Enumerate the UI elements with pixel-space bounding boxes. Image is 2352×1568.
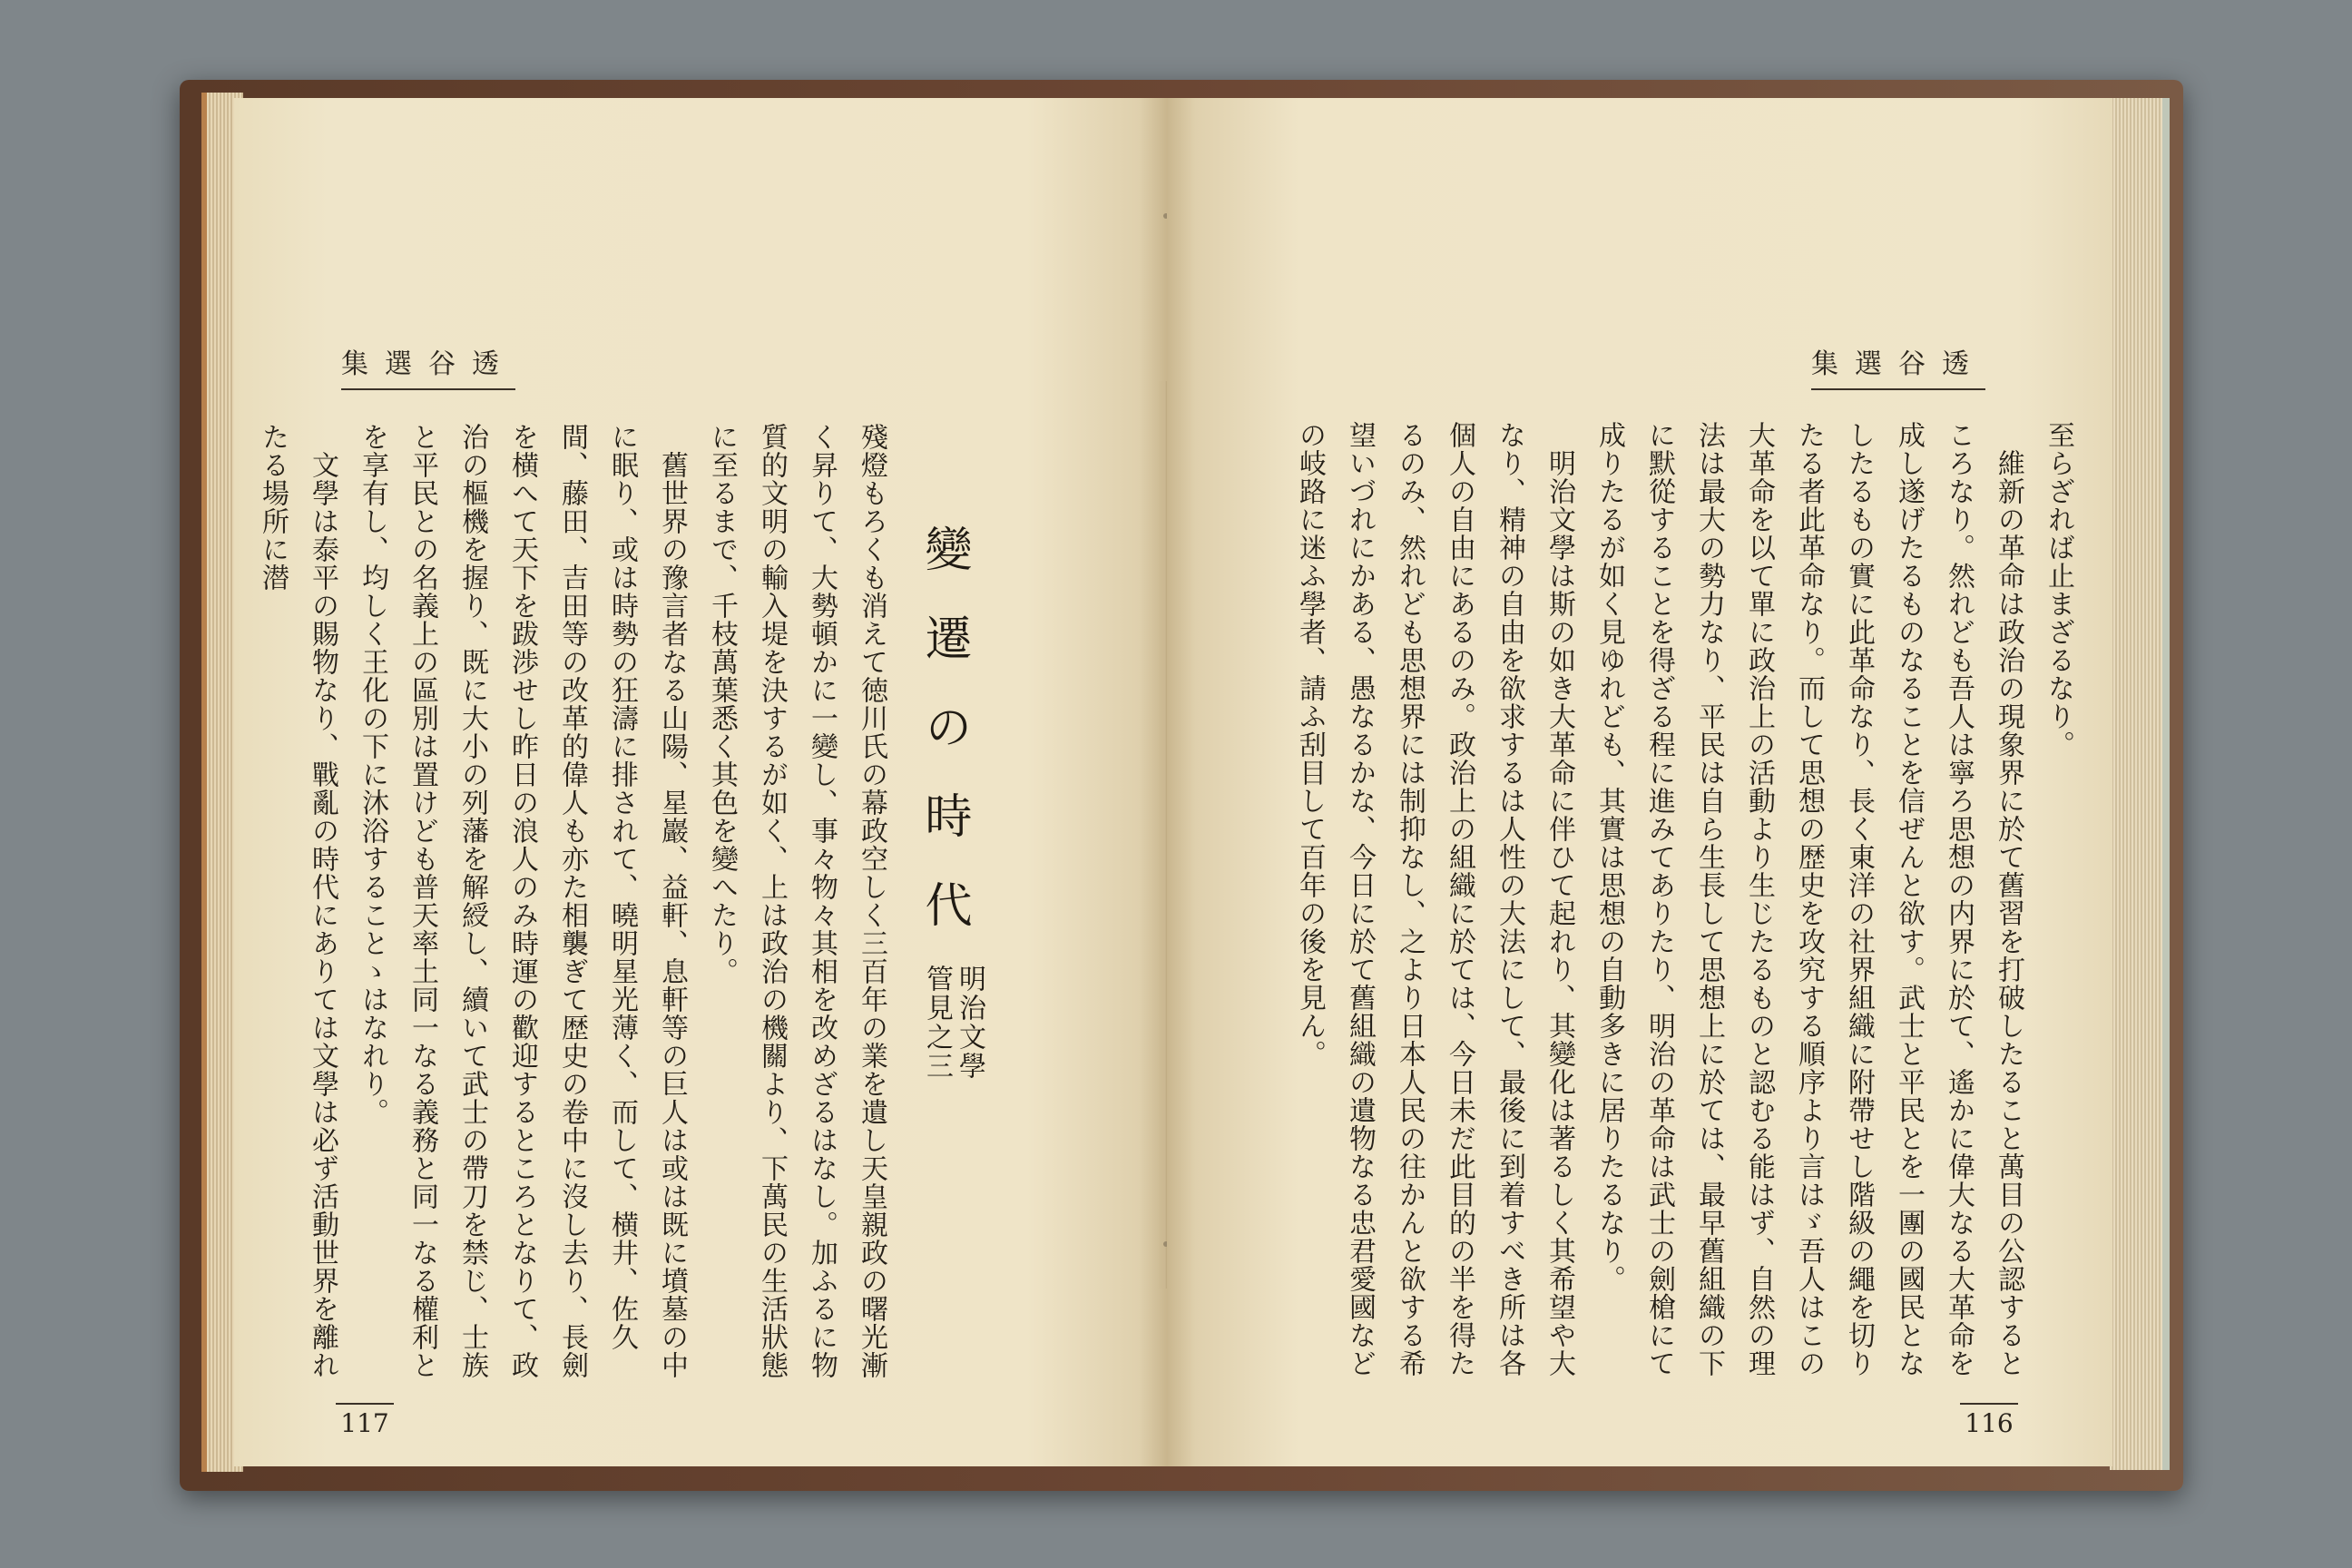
chapter-title: 變遷の時代 <box>916 524 971 969</box>
page-number-right: 116 <box>1960 1403 2018 1438</box>
page-number-left: 117 <box>336 1403 394 1438</box>
left-page-body: 殘燈もろくも消えて徳川氏の幕政空しく三百年の業を遺し天皇親政の曙光漸く昇りて、大勢頓かに一變し、事々物々其相を改めざるはなし。加ふるに物質的文明の輸入堤を決するが如く、上は政治の機關より、下萬民の生活狀態に至るまで、千枝萬葉悉く其色を變へたり。 舊世界の豫言者なる山陽、星巖、益軒、息軒等の巨人は或は既に墳墓の中に眠り、或は時勢の狂濤に排されて、曉明星光薄く、而して、横井、佐久間、藤田、吉田等の改革的偉人も亦た相襲ぎて歴史の卷中に沒し去り、長劍を横へて天下を跋渉せし昨日の浪人のみ時運の歡迎するところとなりて、政治の樞機を握り、既に大小の列藩を解綬し、續いて武士の帶刀を禁じ、士族と平民との名義上の區別は置けども普天率土同一なる義務と同一なる權利とを享有し、均しく王化の下に沐浴することゝはなれり。 文學は泰平の賜物なり、戰亂の時代にありては文學は必ず活動世界を離れたる場所に潜 <box>257 423 887 1379</box>
chapter-subtitle: 明治文學 管見之三 <box>921 965 985 1081</box>
page-edges-right <box>2110 98 2170 1470</box>
running-head-left: 集選谷透 <box>341 341 515 390</box>
right-page-body: 至らざれば止まざるなり。 維新の革命は政治の現象界に於て舊習を打破したること萬目の公認するところなり。然れども吾人は寧ろ思想の内界に於て、遙かに偉大なる大革命を成し遂げたるものなることを信ぜんと欲す。武士と平民とを一團の國民となしたるもの實に此革命なり、長く東洋の社界組織に附帶せし階級の繩を切りたる者此革命なり。而して思想の歴史を攻究する順序より言はゞ吾人はこの大革命を以て單に政治上の活動より生じたるものと認むる能はず、自然の理法は最大の勢力なり、平民は自ら生長して思想上に於ては、最早舊組織の下に默從することを得ざる程に進みてありたり、明治の革命は武士の劍槍にて成りたるが如く見ゆれども、其實は思想の自動多きに居りたるなり。 明治文學は斯の如き大革命に伴ひて起れり、其變化は著るしく其希望や大なり、精神の自由を欲求するは人性の大法にして、最後に到着すべき所は各個人の自由にあるのみ。政治上の組織に於ては、今日未だ此目的の半を得たるのみ、然れども思想界には制抑なし、之より日本人民の往かんと欲する希望いづれにかある、愚なるかな、今日に於て舊組織の遺物なる忠君愛國などの岐路に迷ふ學者、請ふ刮目して百年の後を見ん。 <box>1294 421 2074 1377</box>
left-page <box>234 98 1167 1466</box>
running-head-right: 集選谷透 <box>1811 341 1985 390</box>
chapter-subtitle-block <box>920 965 985 1081</box>
chapter-title-block <box>916 524 971 969</box>
right-page <box>1167 98 2112 1466</box>
